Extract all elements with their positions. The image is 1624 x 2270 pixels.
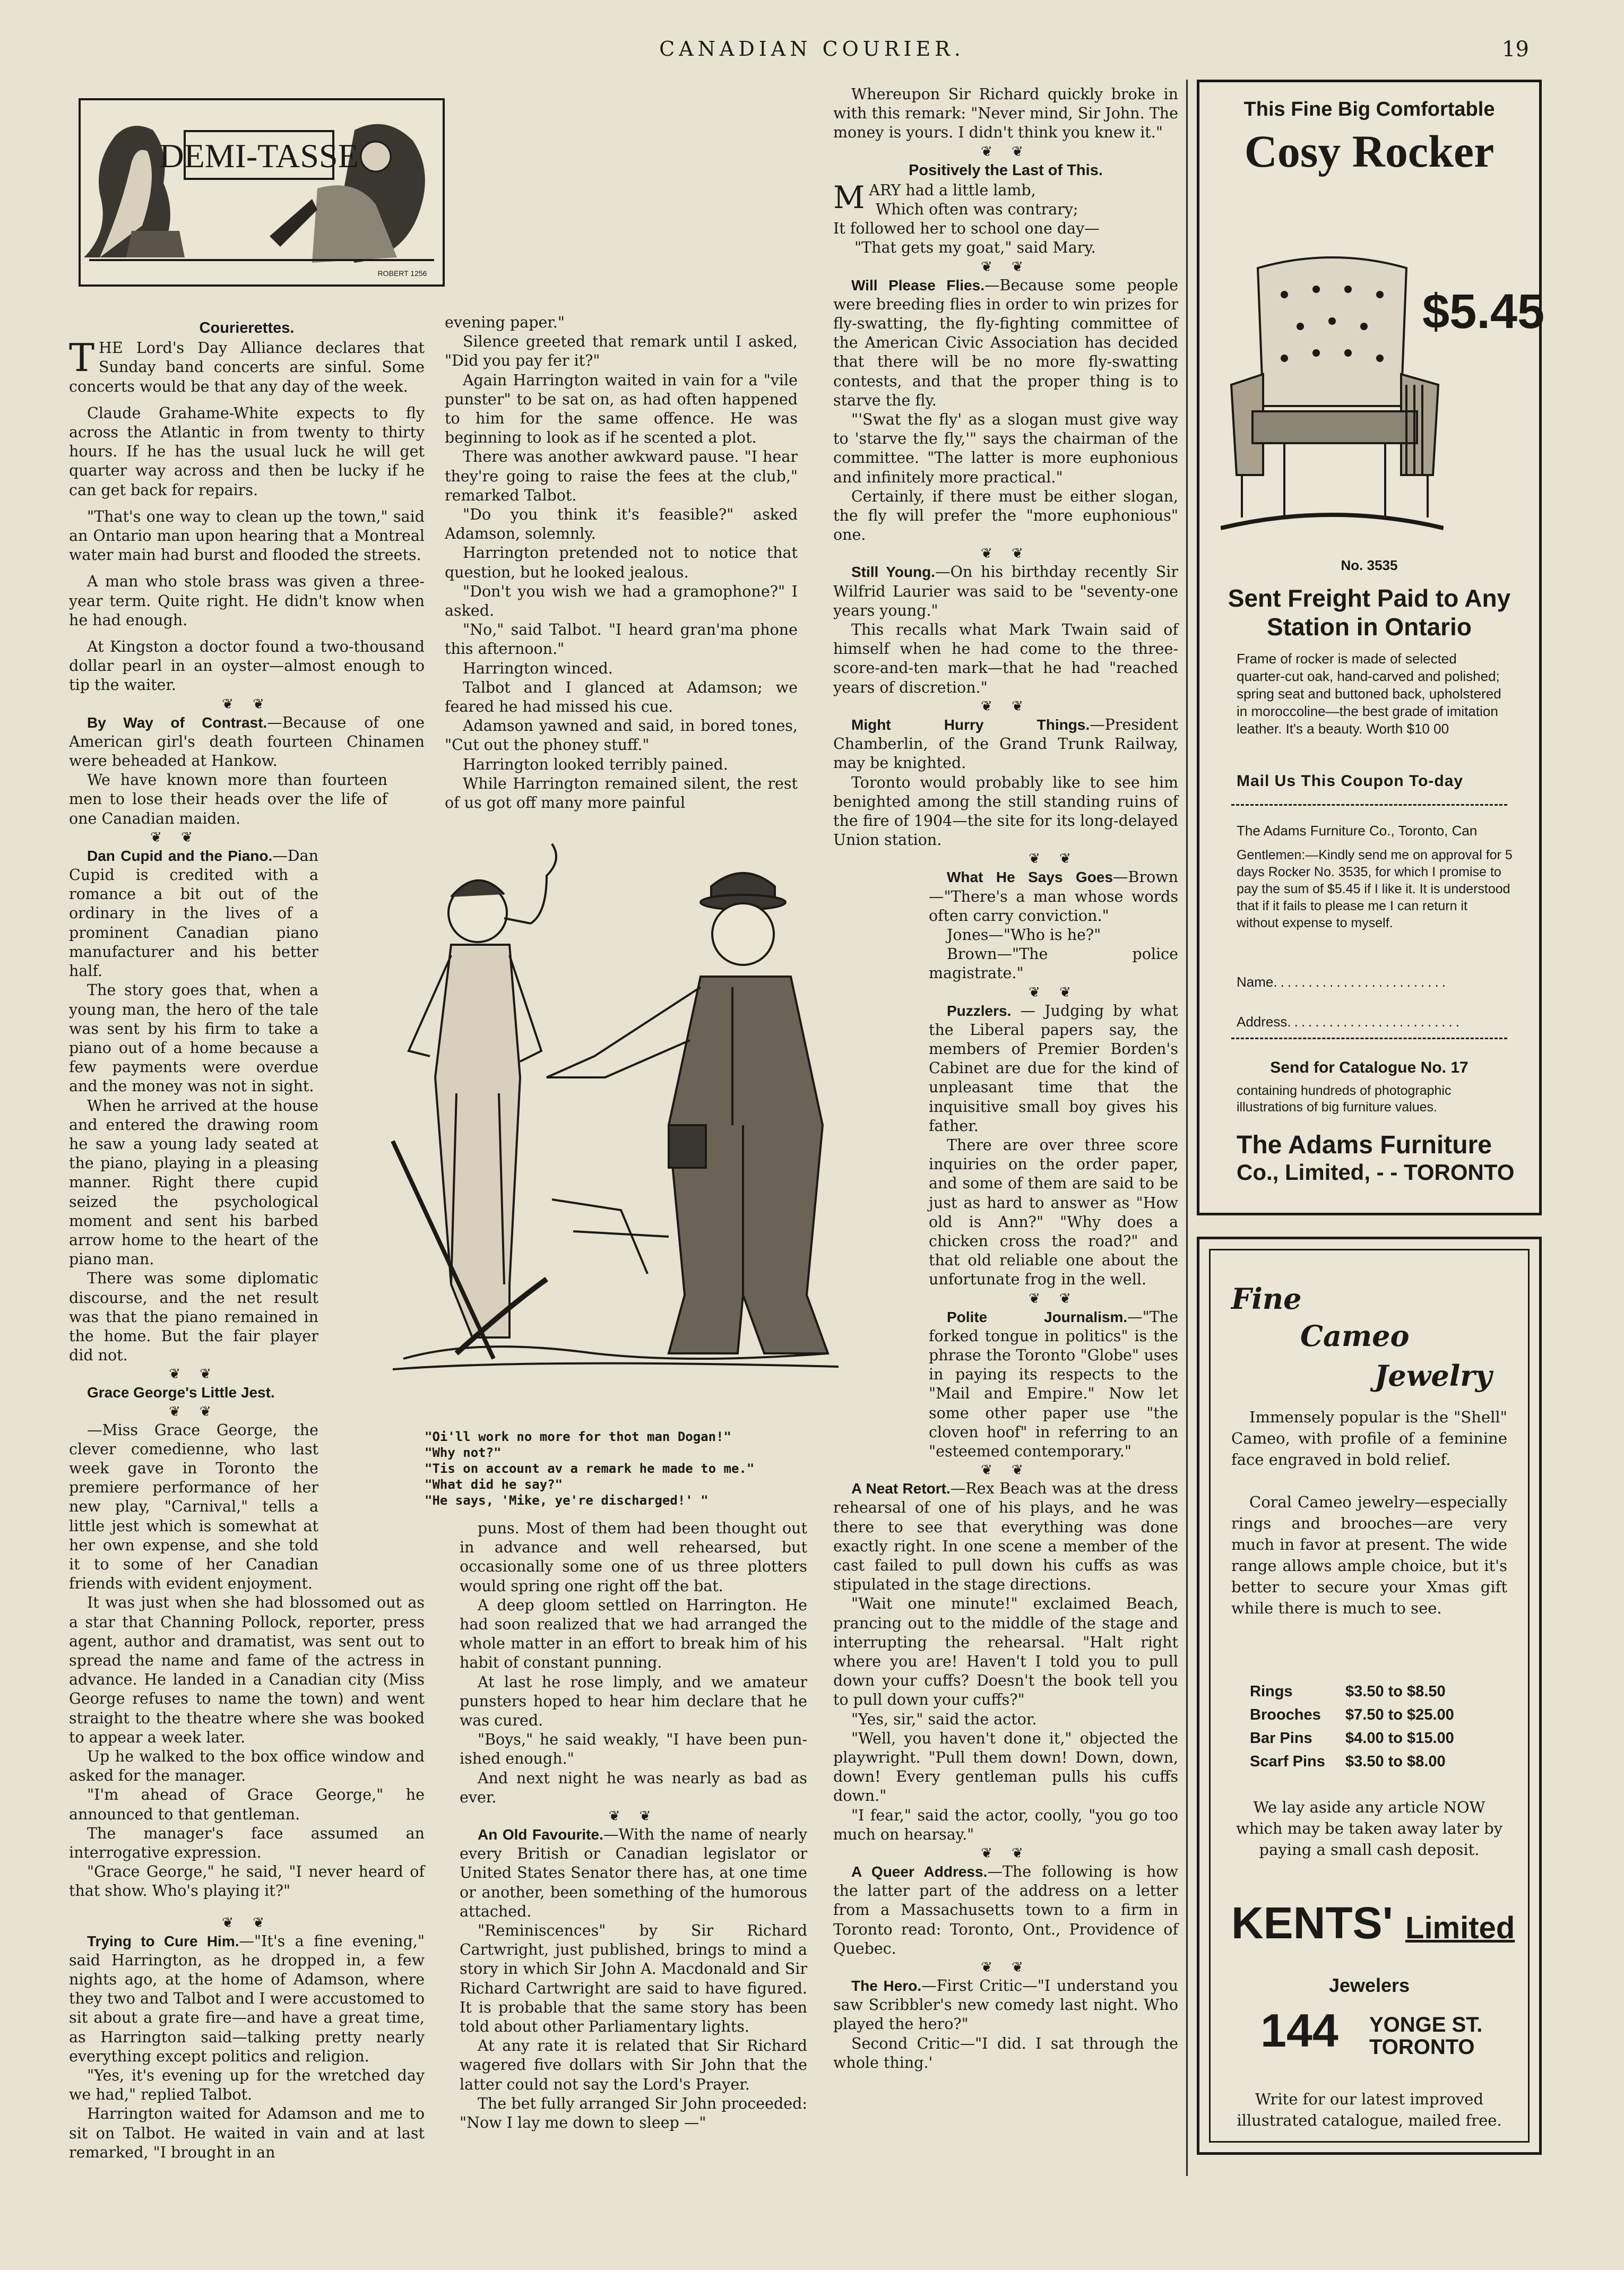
street-number: 144: [1260, 2004, 1338, 2057]
paragraph: "Grace George," he said, "I never heard of that show. Who's playing it?": [69, 1863, 425, 1900]
catalogue-title: Send for Catalogue No. 17: [1270, 1059, 1468, 1076]
ornament: ❦ ❦: [169, 1403, 219, 1420]
paragraph: Jones—"Who is he?": [947, 926, 1101, 944]
indented-section: [833, 850, 1178, 1461]
ornament: ❦ ❦: [981, 698, 1031, 714]
poem-line: MARY had a little lamb,: [833, 179, 1036, 215]
ad-word-cameo: Cameo: [1300, 1319, 1410, 1353]
paragraph: Still Young.—On his birthday recently Sir Wilfrid Laurier was said to be "seventy-one years young.": [833, 563, 1178, 619]
ornament: ❦ ❦: [981, 1845, 1031, 1862]
section-heading: A Neat Retort.: [851, 1480, 951, 1497]
paragraph: Up he walked to the box office window and asked for the manager.: [69, 1748, 425, 1785]
rocker-chair-illustration: [1221, 252, 1444, 549]
brand-subtitle: Jewelers: [1328, 1974, 1410, 1996]
section-heading: Trying to Cure Him.: [87, 1932, 239, 1949]
brand-name: KENTS' Limited: [1231, 1898, 1515, 1948]
paragraph: A man who stole brass was given a three-year term. Quite right. He didn't know when he had enough.: [69, 573, 425, 629]
ornament: ❦ ❦: [981, 546, 1031, 562]
demi-tasse-banner: [79, 98, 445, 287]
paragraph: Talbot and I glanced at Adamson; we feared he had missed his cue.: [445, 678, 798, 716]
caption-line: "Oi'll work no more for thot man Dogan!": [425, 1429, 731, 1444]
paragraph: And next night he was nearly as bad as ever.: [460, 1769, 807, 1806]
price-row: Scarf Pins $3.50 to $8.00: [1250, 1753, 1446, 1770]
paragraph: THE Lord's Day Alliance declares that Sunday band concerts are sinful. Some concerts would be that any day of the week.: [69, 335, 425, 395]
ad-paragraph: We lay aside any article NOW which may be taken away later by paying a small cash deposit.: [1236, 1798, 1503, 1859]
page-header: [0, 37, 1624, 69]
ad-headline: Cosy Rocker: [1244, 126, 1495, 177]
coupon-divider: [1231, 1038, 1507, 1039]
paragraph: A Queer Address.—The following is how the latter part of the address on a letter from a Massachusetts town to a firm in Toronto read: Toronto, Ont., Providence of Quebec.: [833, 1863, 1178, 1957]
paragraph: There was another awkward pause. "I hear they're going to raise the fees at the club," remarked Talbot.: [445, 448, 798, 504]
dan-cupid-section: [69, 847, 318, 1594]
paragraph: While Harrington remained silent, the rest of us got off many more painful: [445, 774, 798, 812]
ornament: ❦ ❦: [608, 1808, 659, 1825]
paragraph: The Hero.—First Critic—"I understand you saw Scribbler's new comedy last night. Who played the hero?": [833, 1977, 1178, 2033]
ad-footer: Write for our latest improved illustrated catalogue, mailed free.: [1237, 2090, 1502, 2129]
paragraph: A deep gloom settled on Harrington. He had soon realized that we had arranged the whole matter in an effort to break him of his habit of constant punning.: [460, 1596, 807, 1672]
caption-line: "Tis on account av a remark he made to me.": [425, 1461, 755, 1476]
paragraph: Polite Journalism.—"The forked tongue in politics" is the phrase the Toronto "Globe" uses in paying its respects to the "Mail and Empire." Now let some other paper use "the cloven hoof" in referring to an "esteemed contemporary.": [929, 1308, 1178, 1460]
paragraph: The story goes that, when a young man, the hero of the tale was sent by his firm to take a piano out of a home because a few payments were overdue and the money was not in sight.: [69, 981, 318, 1095]
paragraph: "Yes, sir," said the actor.: [851, 1710, 1037, 1728]
street-line: YONGE ST.: [1369, 2013, 1483, 2036]
column-2-bottom: [460, 1519, 807, 2133]
section-heading: Positively the Last of This.: [909, 161, 1103, 179]
paragraph: Harrington looked terribly pained.: [463, 755, 728, 773]
banner-title: DEMI-TASSE: [159, 137, 359, 175]
paragraph: "That's one way to clean up the town," said an Ontario man upon hearing that a Montreal water main had burst and flooded the streets.: [69, 507, 425, 564]
ad-paragraph: Coral Cameo jewelry—especially rings and brooches—are very much in favor at present. The wide range allows ample choice, but it's better to secure your Xmas gift while there is much to see.: [1231, 1493, 1507, 1617]
section-heading: What He Says Goes: [947, 869, 1113, 886]
paragraph: The bet fully arranged Sir John proceeded: "Now I lay me down to sleep —": [460, 2094, 807, 2132]
paragraph: [69, 1383, 318, 1402]
poem-line: Which often was contrary;: [876, 201, 1078, 219]
paragraph: Dan Cupid and the Piano.—Dan Cupid is credited with a romance a bit out of the ordinary in the lives of a prominent Canadian piano manufacturer and his better half.: [69, 847, 318, 980]
paragraph: "Don't you wish we had a gramophone?" I asked.: [445, 582, 798, 620]
section-heading: Still Young.: [851, 564, 936, 581]
ornament: ❦ ❦: [981, 1960, 1031, 1976]
paragraph: Whereupon Sir Richard quickly broke in with this remark: "Never mind, Sir John. The money is yours. I didn't think you knew it.": [833, 85, 1178, 142]
paragraph: Harrington waited for Adamson and me to sit on Talbot. He waited in vain and at last remarked, "I brought in an: [69, 2105, 425, 2161]
paragraph: It was just when she had blossomed out as a star that Channing Pollock, reporter, press agent, author and dramatist, was sent out to spread the name and fame of the actress in advance. He landed in a Canadian city (Miss George refuses to name the town) and went straight to the theatre where she was booked to appear a week later.: [69, 1594, 425, 1746]
paragraph: Might Hurry Things.—President Chamberlin, of the Grand Trunk Railway, may be knighted.: [833, 715, 1178, 772]
section-heading: A Queer Address.: [851, 1863, 988, 1880]
section-heading: Polite Journalism.: [947, 1308, 1128, 1325]
ornament: ❦ ❦: [1029, 984, 1078, 1000]
drop-cap: T: [69, 335, 95, 381]
section-heading: Dan Cupid and the Piano.: [87, 847, 273, 864]
paragraph: "'Swat the fly' as a slogan must give way to 'starve the fly,'" says the chairman of the committee. "The latter is more euphonious and infinitely more practical.": [833, 411, 1178, 486]
price-row: Rings $3.50 to $8.50: [1250, 1683, 1446, 1700]
coupon-addressee: The Adams Furniture Co., Toronto, Can: [1237, 823, 1478, 839]
paragraph: Brown—"The police magistrate.": [929, 945, 1178, 982]
paragraph: Claude Grahame-White expects to fly across the Atlantic in from twenty to thirty hours. If he has the usual luck he will get quarter way across and then be lucky if he can get back for repairs.: [69, 404, 425, 499]
price-row: Bar Pins $4.00 to $15.00: [1250, 1730, 1454, 1747]
masthead-title: CANADIAN COURIER.: [659, 37, 965, 61]
paragraph: "I'm ahead of Grace George," he announced to that gentleman.: [69, 1786, 425, 1823]
paragraph: Trying to Cure Him.—"It's a fine evening," said Harrington, as he dropped in, a few nights ago, at the home of Adamson, where they two and Talbot and I were accustomed to sit about a grate fire—and have a great time, as Harrington said—talking pretty nearly everything except politics and religion.: [69, 1932, 425, 2065]
ornament: ❦ ❦: [981, 258, 1031, 275]
ad-description: Frame of rocker is made of selected quarter-cut oak, hand-carved and polished; spring seat and buttoned back, upholstered in moroccoline—the best grade of imitation leather. It's a beauty. Worth $10 00: [1237, 651, 1501, 737]
paragraph: An Old Favourite.—With the name of nearly every British or Canadian legislator or United States Senator there has, at one time or another, been something of the humorous attached.: [460, 1826, 807, 1920]
paragraph: "Do you think it's feasible?" asked Adamson, solemnly.: [445, 506, 798, 543]
caption-line: "Why not?": [425, 1445, 502, 1460]
ornament: ❦ ❦: [222, 1914, 272, 1931]
column-divider: [1186, 80, 1188, 2176]
paragraph: At any rate it is related that Sir Richard wagered five dollars with Sir John that the latter could not say the Lord's Prayer.: [460, 2037, 807, 2093]
paragraph: What He Says Goes—Brown—"There's a man whose words often carry conviction.": [929, 868, 1178, 925]
cosy-rocker-ad: [1197, 80, 1545, 1215]
paragraph: There was some diplomatic discourse, and the net result was that the piano remained in the home. But the fair player did not.: [69, 1270, 318, 1365]
paragraph: The manager's face assumed an interrogative expression.: [69, 1824, 425, 1862]
paragraph: Adamson yawned and said, in bored tones, "Cut out the phoney stuff.": [445, 717, 798, 754]
paragraph: Silence greeted that remark until I asked, "Did you pay fer it?": [445, 333, 798, 370]
paragraph: —Miss Grace George, the clever comedienne, who last week gave in Toronto the premiere performance of her new play, "Carnival," tells a little jest which is somewhat at her own expense, and she told it to some of her Canadian friends with evident enjoyment.: [69, 1421, 318, 1593]
catalogue-body: containing hundreds of photographic illustrations of big furniture values.: [1237, 1083, 1452, 1115]
ad-model-number: No. 3535: [1341, 557, 1398, 573]
ornament: ❦ ❦: [222, 696, 272, 712]
paragraph: Toronto would probably like to see him benighted among the still standing ruins of the fire of 1904—the site for its long-delayed Union station.: [833, 773, 1178, 849]
price-row: Brooches $7.50 to $25.00: [1250, 1706, 1454, 1723]
paragraph: Puzzlers. — Judging by what the Liberal papers say, the members of Premier Borden's Cabinet are due for the kind of unpleasant time that the inquisitive small boy gives his father.: [929, 1002, 1178, 1135]
paragraph: When he arrived at the house and entered the drawing room he saw a young lady seated at the piano, playing in a pleasing manner. Right there cupid seized the psychological moment and sent his barbed arrow home to the heart of the piano man.: [69, 1097, 318, 1268]
section-heading: Will Please Flies.: [851, 277, 984, 294]
coupon-address-field: Address.........................: [1237, 1014, 1463, 1030]
ad-coupon-title: Mail Us This Coupon To-day: [1237, 772, 1464, 790]
paragraph: Again Harrington waited in vain for a "vile punster" to be sat on, as had often happened to him for the same offence. He was beginning to look as if he scented a plot.: [445, 371, 798, 447]
coupon-body: Gentlemen:—Kindly send me on approval for 5 days Rocker No. 3535, for which I promise to pay the sum of $5.45 if I like it. It is understood that if it fails to please me I can return it without expense to myself.: [1237, 848, 1513, 930]
drop-cap: M: [833, 179, 865, 215]
paragraph: Harrington winced.: [463, 659, 613, 677]
section-heading: An Old Favourite.: [478, 1826, 603, 1843]
laborers-cartoon: [372, 828, 860, 1380]
paragraph: At last he rose limply, and we amateur punsters hoped to hear him declare that he was cured.: [460, 1673, 807, 1730]
paragraph: "Boys," he said weakly, "I have been pun-ished enough.": [460, 1731, 807, 1768]
section-heading: Puzzlers.: [947, 1002, 1012, 1019]
section-heading: Grace George's Little Jest.: [87, 1384, 275, 1401]
ornament: ❦ ❦: [169, 1366, 219, 1383]
ad-word-fine: Fine: [1231, 1282, 1302, 1316]
paragraph: "Reminiscences" by Sir Richard Cartwright, just published, brings to mind a story in which Sir John A. Macdonald and Sir Richard Cartwright are said to have figured. It is probable that the same story has been told about other Parliamentary lights.: [460, 1922, 807, 2036]
paragraph: Will Please Flies.—Because some people were breeding flies in order to win prizes for fly-swatting, the fly-fighting committee of the American Civic Association has decided that there will be no more fly-swatting contests, and that the proper thing is to starve the fly.: [833, 276, 1178, 409]
ornament: ❦ ❦: [981, 1462, 1031, 1479]
paragraph: Harrington pretended not to notice that question, but he looked jealous.: [445, 544, 798, 581]
column-3: [833, 85, 1178, 2073]
cartoon-caption: [425, 1429, 892, 1508]
ornament: ❦ ❦: [1029, 1290, 1078, 1307]
company-location: Co., Limited, - - TORONTO: [1237, 1160, 1515, 1185]
paragraph: "Yes, it's evening up for the wretched day we had," replied Talbot.: [69, 2067, 425, 2104]
ad-freight-line: Sent Freight Paid to Any Station in Ontario: [1228, 584, 1511, 641]
page-number: 19: [1502, 37, 1529, 62]
paragraph: "I fear," said the actor, coolly, "you go too much on hearsay.": [833, 1806, 1178, 1843]
paragraph: Second Critic—"I did. I sat through the whole thing.': [833, 2034, 1178, 2072]
kents-jewelry-ad: [1197, 1237, 1542, 2155]
section-heading: By Way of Contrast.: [87, 714, 267, 731]
ad-paragraph: Immensely popular is the "Shell" Cameo, with profile of a feminine face engraved in bold relief.: [1231, 1408, 1507, 1469]
paragraph: There are over three score inquiries on the order paper, and some of them are said to be just as hard to answer as "How old is Ann?" "Why does a chicken cross the road?" and that old reliable one about the unfortunate frog in the well.: [929, 1136, 1178, 1289]
ornament: ❦ ❦: [150, 829, 200, 845]
ornament: ❦ ❦: [981, 143, 1031, 160]
caption-line: "He says, 'Mike, ye're discharged!' ": [425, 1493, 709, 1508]
coupon-name-field: Name.........................: [1237, 974, 1449, 990]
courierettes-heading: Courierettes.: [199, 320, 295, 336]
price-list: [1250, 1680, 1505, 1773]
paragraph: By Way of Contrast.—Because of one American girl's death fourteen Chinamen were beheaded at Hankow.: [69, 713, 425, 770]
banner-signature: ROBERT 1256: [377, 269, 427, 278]
ad-price: $5.45: [1422, 284, 1545, 339]
section-heading: Might Hurry Things.: [851, 716, 1090, 733]
ornament: ❦ ❦: [1029, 851, 1078, 867]
company-name: The Adams Furniture: [1237, 1131, 1492, 1159]
column-2-top: [445, 313, 798, 813]
coupon-divider: [1231, 804, 1507, 806]
paragraph: "Wait one minute!" exclaimed Beach, prancing out to the middle of the stage and interrupting the rehearsal. "Halt right where you are! Haven't I told you to pull down your cuffs? Doesn't the book tell you to pull down your cuffs?": [833, 1595, 1178, 1709]
street-line: TORONTO: [1369, 2035, 1475, 2059]
section-heading: The Hero.: [851, 1978, 922, 1995]
paragraph: evening paper.": [445, 314, 565, 331]
caption-line: "What did he say?": [425, 1477, 563, 1492]
paragraph: Certainly, if there must be either slogan, the fly will prefer the "more euphonious" one.: [833, 487, 1178, 544]
paragraph: We have known more than fourteen men to lose their heads over the life of one Canadian maiden.: [69, 771, 387, 827]
paragraph: "Well, you haven't done it," objected the playwright. "Pull them down! Down, down, down! Every gentleman pulls his cuffs down.": [833, 1729, 1178, 1805]
poem-line: "That gets my goat," said Mary.: [854, 239, 1096, 257]
paragraph: This recalls what Mark Twain said of himself when he had come to the three-score-and-ten mark—that he had "reached years of discretion.": [833, 621, 1178, 696]
paragraph: A Neat Retort.—Rex Beach was at the dress rehearsal of one of his plays, and he was there to see that everything was done exactly right. In one scene a member of the cast failed to pull down his cuffs as was stipulated in the stage directions.: [833, 1480, 1178, 1594]
paragraph: At Kingston a doctor found a two-thousand dollar pearl in an oyster—almost enough to tip the waiter.: [69, 638, 425, 694]
ad-tagline: This Fine Big Comfortable: [1243, 98, 1495, 120]
poem-line: It followed her to school one day—: [833, 220, 1100, 238]
paragraph: puns. Most of them had been thought out in advance and well rehearsed, but occasionally some one of us three plotters would spring one right off the bat.: [460, 1520, 807, 1595]
paragraph: "No," said Talbot. "I heard gran'ma phone this afternoon.": [445, 621, 798, 658]
ad-word-jewelry: Jewelry: [1375, 1359, 1492, 1393]
